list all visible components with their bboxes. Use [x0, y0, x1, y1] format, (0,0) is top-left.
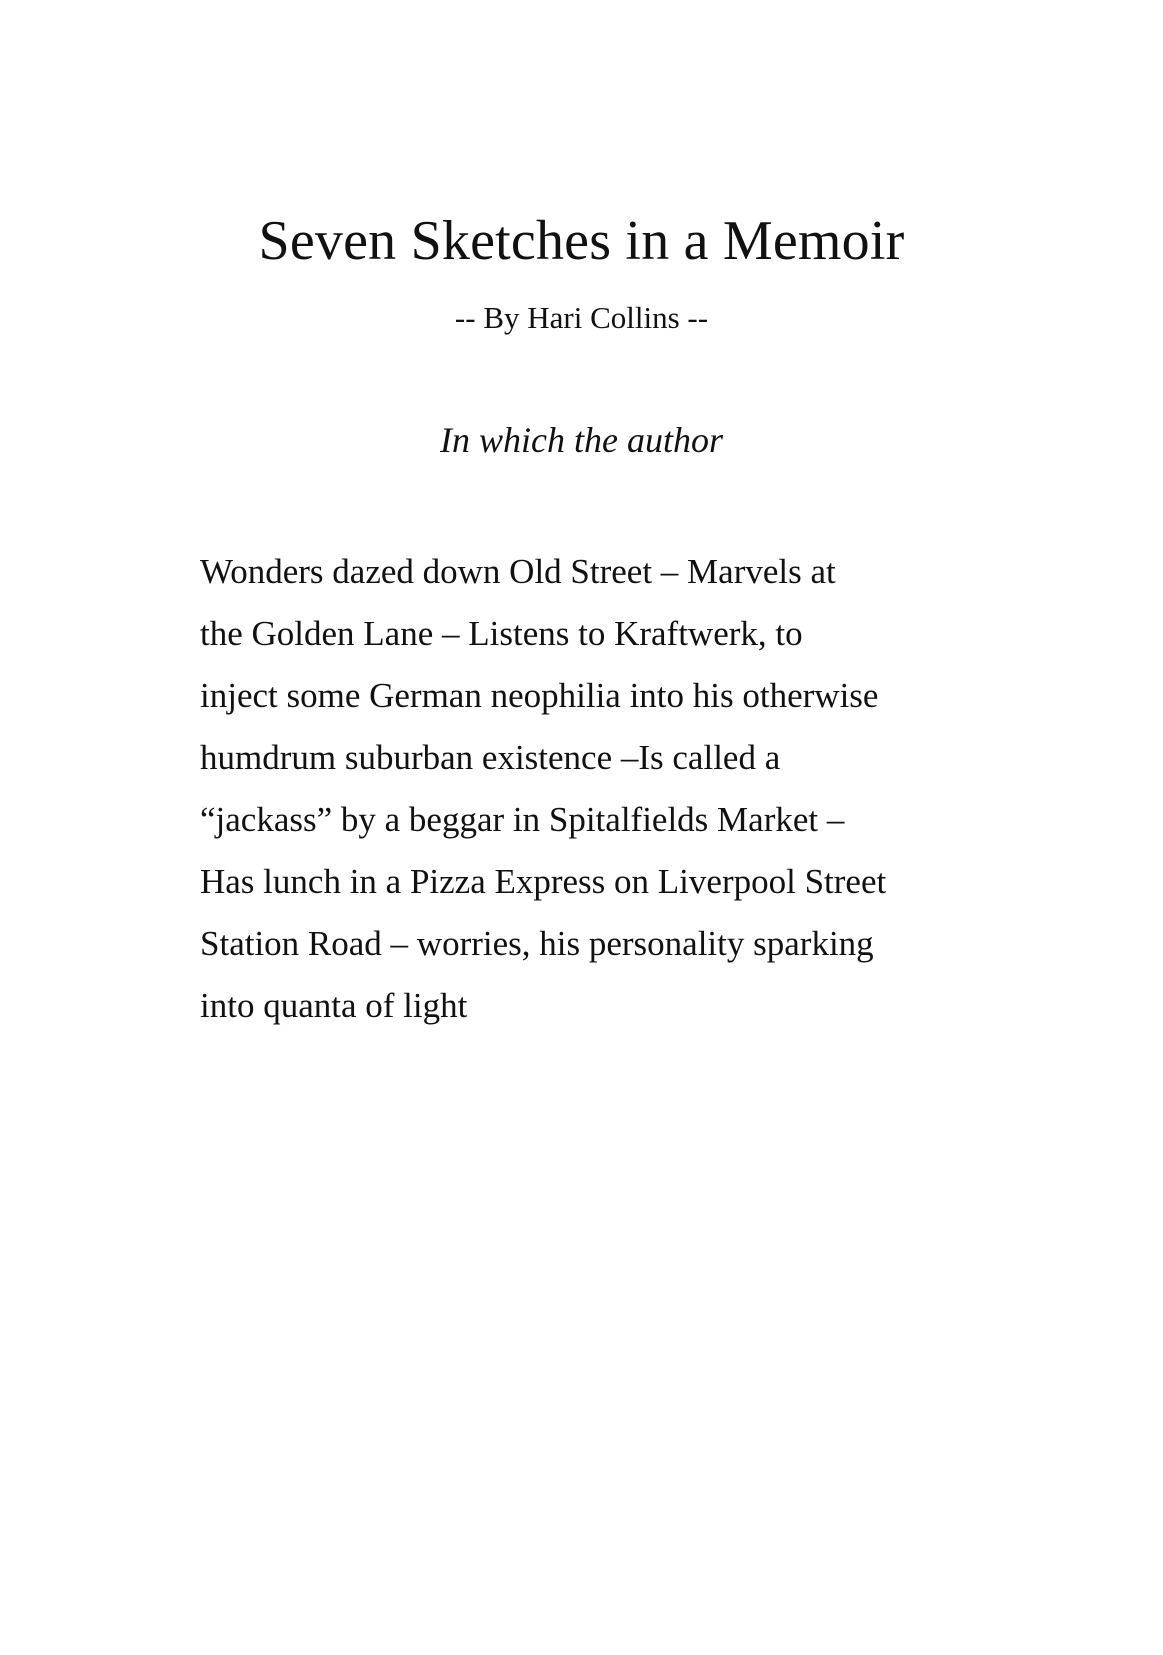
- intro-phrase: In which the author: [440, 420, 723, 460]
- synopsis-line: into quanta of light: [200, 986, 468, 1025]
- synopsis-line: inject some German neophilia into his otherwise: [200, 676, 879, 715]
- author-byline: -- By Hari Collins --: [454, 300, 709, 335]
- synopsis-paragraph: [200, 541, 960, 1037]
- synopsis-line: the Golden Lane – Listens to Kraftwerk, to: [200, 614, 803, 653]
- synopsis-line: “jackass” by a beggar in Spitalfields Market –: [200, 800, 845, 839]
- synopsis-line: humdrum suburban existence –Is called a: [200, 738, 781, 777]
- page-title: Seven Sketches in a Memoir: [258, 210, 905, 272]
- synopsis-line: Wonders dazed down Old Street – Marvels at: [200, 552, 836, 591]
- synopsis-line: Has lunch in a Pizza Express on Liverpool Street: [200, 862, 887, 901]
- synopsis-line: Station Road – worries, his personality sparking: [200, 924, 874, 963]
